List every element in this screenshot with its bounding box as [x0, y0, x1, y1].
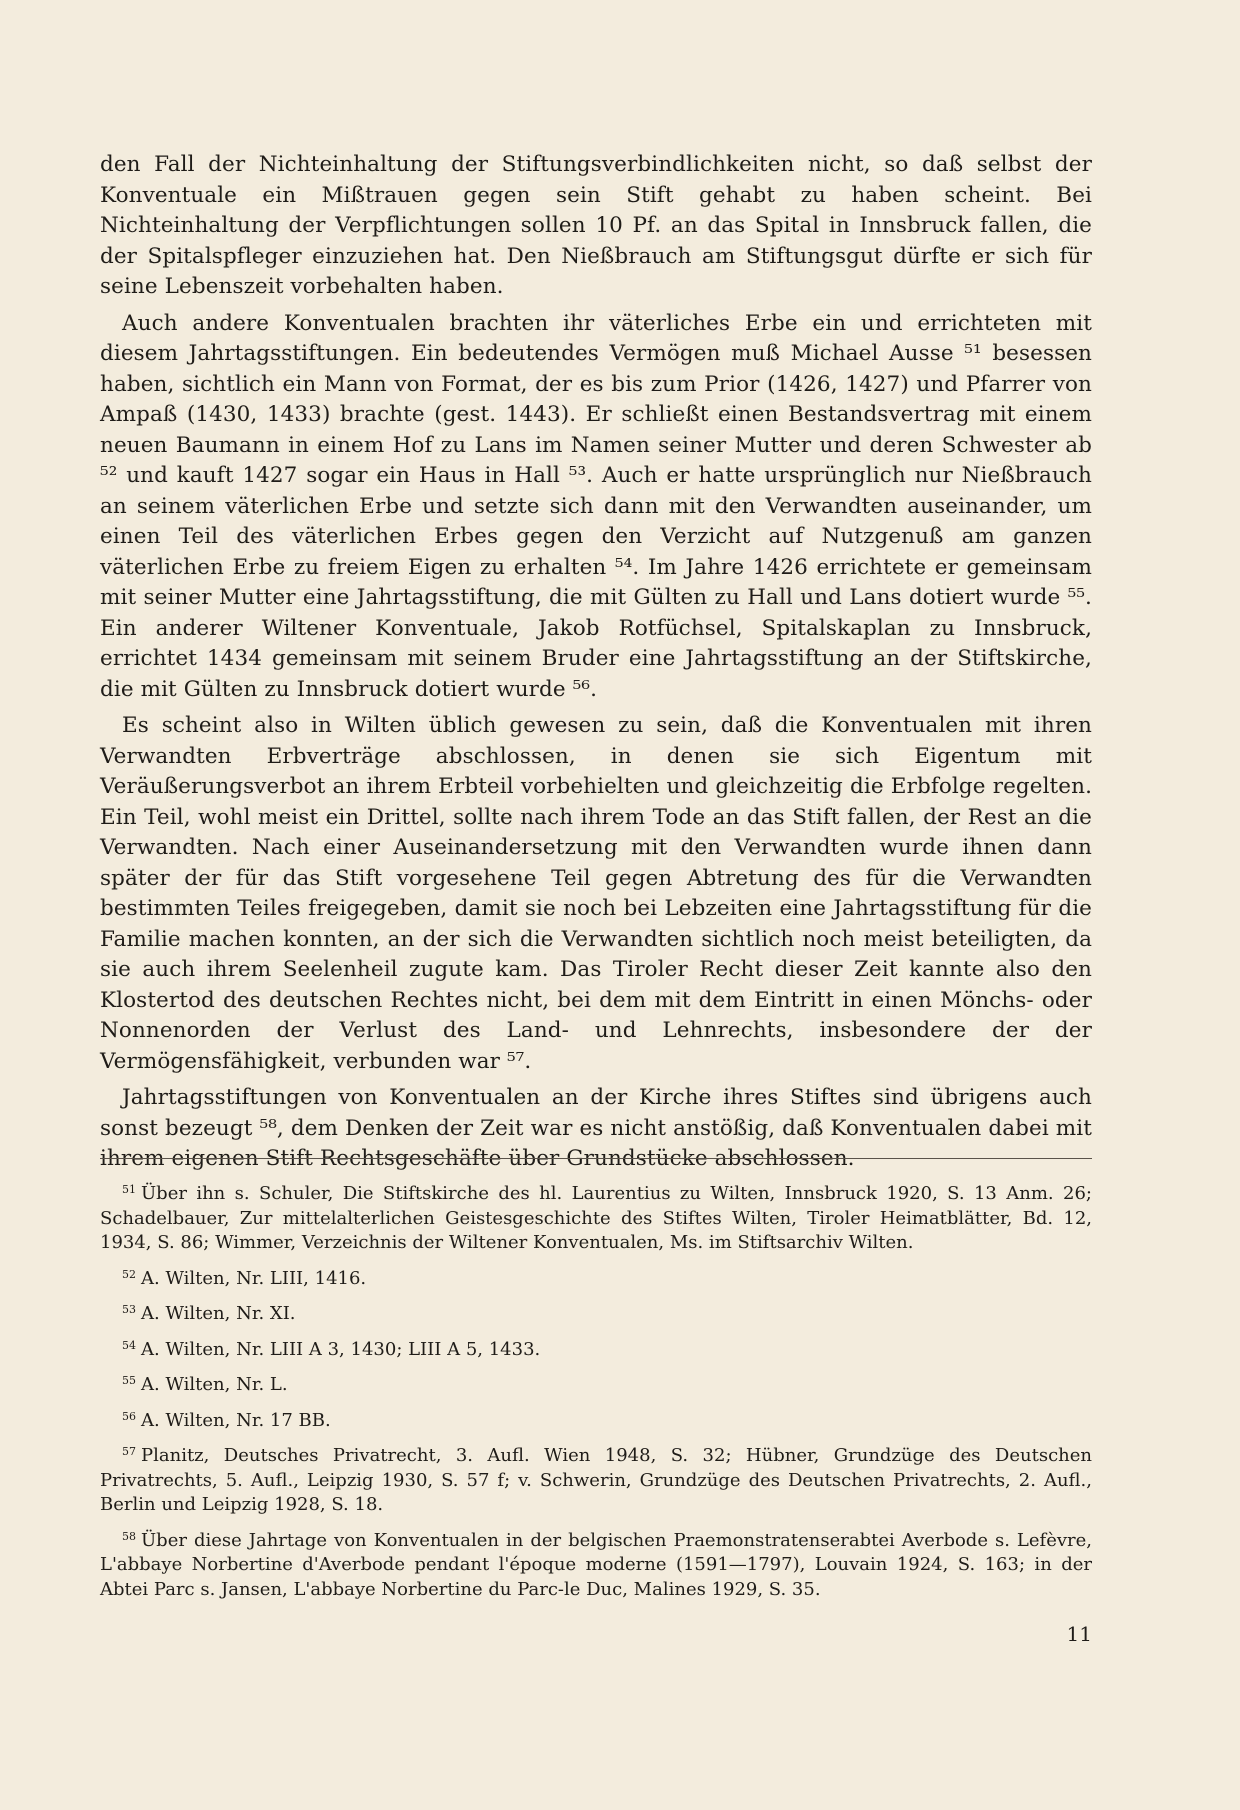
- footnote-text: A. Wilten, Nr. XI.: [141, 1303, 296, 1324]
- paragraph-4: Jahrtagsstiftungen von Konventualen an der Kirche ihres Stiftes sind übrigens auch sonst bezeugt ⁵⁸, dem Denken der Zeit war es nicht anstößig, daß Konventualen dabei mit ihrem eigenen Stift Rechtsgeschäfte über Grundstücke abschlossen.: [100, 1085, 1092, 1171]
- footnotes: [100, 1178, 1092, 1609]
- footnote-55: [100, 1369, 1092, 1398]
- footnote-number: 51: [122, 1183, 136, 1196]
- footnote-number: 56: [122, 1409, 136, 1423]
- footnote-58: [100, 1525, 1092, 1603]
- paragraph-2: Auch andere Konventualen brachten ihr väterliches Erbe ein und errichteten mit diesem Jahrtagsstiftungen. Ein bedeutendes Vermögen muß Michael Ausse ⁵¹ besessen haben, sichtlich ein Mann von Format, der es bis zum Prior (1426, 1427) und Pfarrer von Ampaß (1430, 1433) brachte (gest. 1443). Er schließt einen Bestandsvertrag mit einem neuen Baumann in einem Hof zu Lans im Namen seiner Mutter und deren Schwester ab ⁵² und kauft 1427 sogar ein Haus in Hall ⁵³. Auch er hatte ursprünglich nur Nießbrauch an seinem väterlichen Erbe und setzte sich dann mit den Verwandten auseinander, um einen Teil des väterlichen Erbes gegen den Verzicht auf Nutzgenuß am ganzen väterlichen Erbe zu freiem Eigen zu erhalten ⁵⁴. Im Jahre 1426 errichtete er gemeinsam mit seiner Mutter eine Jahrtagsstiftung, die mit Gülten zu Hall und Lans dotiert wurde ⁵⁵. Ein anderer Wiltener Konventuale, Jakob Rotfüchsel, Spitalskaplan zu Innsbruck, errichtet 1434 gemeinsam mit seinem Bruder eine Jahrtagsstiftung an der Stiftskirche, die mit Gülten zu Innsbruck dotiert wurde ⁵⁶.: [100, 310, 1092, 702]
- footnote-51: [100, 1178, 1092, 1256]
- footnote-number: 53: [122, 1303, 136, 1316]
- footnote-text: Über ihn s. Schuler, Die Stiftskirche des hl. Laurentius zu Wilten, Innsbruck 1920, S. 13 Anm. 26; Schadelbauer, Zur mittelalterlichen Geistesgeschichte des Stiftes Wilten, Tiroler Heimatblätter, Bd. 12, 1934, S. 86; Wimmer, Verzeichnis der Wiltener Konventualen, Ms. im Stiftsarchiv Wilten.: [100, 1183, 1092, 1253]
- footnote-number: 52: [122, 1267, 136, 1281]
- footnote-52: [100, 1263, 1092, 1292]
- footnote-divider: [100, 1158, 1092, 1159]
- paragraph-3: Es scheint also in Wilten üblich gewesen zu sein, daß die Konventualen mit ihren Verwandten Erbverträge abschlossen, in denen sie sich Eigentum mit Veräußerungsverbot an ihrem Erbteil vorbehielten und gleichzeitig die Erbfolge regelten. Ein Teil, wohl meist ein Drittel, sollte nach ihrem Tode an das Stift fallen, der Rest an die Verwandten. Nach einer Auseinandersetzung mit den Verwandten wurde ihnen dann später der für das Stift vorgesehene Teil gegen Abtretung des für die Verwandten bestimmten Teiles freigegeben, damit sie noch bei Lebzeiten eine Jahrtagsstiftung für die Familie machen konnten, an der sich die Verwandten sichtlich noch meist beteiligten, da sie auch ihrem Seelenheil zugute kam. Das Tiroler Recht dieser Zeit kannte also den Klostertod des deutschen Rechtes nicht, bei dem mit dem Eintritt in einen Mönchs- oder Nonnenorden der Verlust des Land- und Lehnrechts, insbesondere der der Vermögensfähigkeit, verbunden war ⁵⁷.: [100, 713, 1092, 1074]
- footnote-text: A. Wilten, Nr. LIII A 3, 1430; LIII A 5, 1433.: [141, 1338, 541, 1360]
- footnote-number: 57: [122, 1445, 136, 1458]
- body-text: [100, 150, 1092, 1181]
- page-number: 11: [1066, 1622, 1092, 1646]
- footnote-number: 58: [122, 1529, 136, 1543]
- footnote-text: A. Wilten, Nr. L.: [141, 1374, 288, 1395]
- footnote-number: 55: [122, 1374, 136, 1387]
- footnote-number: 54: [122, 1338, 136, 1352]
- footnote-text: Über diese Jahrtage von Konventualen in der belgischen Praemonstratenserabtei Averbode s. Lefèvre, L'abbaye Norbertine d'Averbode pendant l'époque moderne (1591—1797), Louvain 1924, S. 163; in der Abtei Parc s. Jansen, L'abbaye Norbertine du Parc-le Duc, Malines 1929, S. 35.: [100, 1529, 1092, 1600]
- footnote-text: A. Wilten, Nr. 17 BB.: [141, 1409, 331, 1431]
- footnote-56: [100, 1405, 1092, 1434]
- paragraph-1: den Fall der Nichteinhaltung der Stiftungsverbindlichkeiten nicht, so daß selbst der Konventuale ein Mißtrauen gegen sein Stift gehabt zu haben scheint. Bei Nichteinhaltung der Verpflichtungen sollen 10 Pf. an das Spital in Innsbruck fallen, die der Spitalspfleger einzuziehen hat. Den Nießbrauch am Stiftungsgut dürfte er sich für seine Lebenszeit vorbehalten haben.: [100, 152, 1092, 299]
- footnote-57: [100, 1440, 1092, 1518]
- footnote-53: [100, 1298, 1092, 1327]
- footnote-54: [100, 1334, 1092, 1363]
- footnote-text: A. Wilten, Nr. LIII, 1416.: [141, 1267, 367, 1289]
- footnote-text: Planitz, Deutsches Privatrecht, 3. Aufl. Wien 1948, S. 32; Hübner, Grundzüge des Deutschen Privatrechts, 5. Aufl., Leipzig 1930, S. 57 f; v. Schwerin, Grundzüge des Deutschen Privatrechts, 2. Aufl., Berlin und Leipzig 1928, S. 18.: [100, 1445, 1092, 1515]
